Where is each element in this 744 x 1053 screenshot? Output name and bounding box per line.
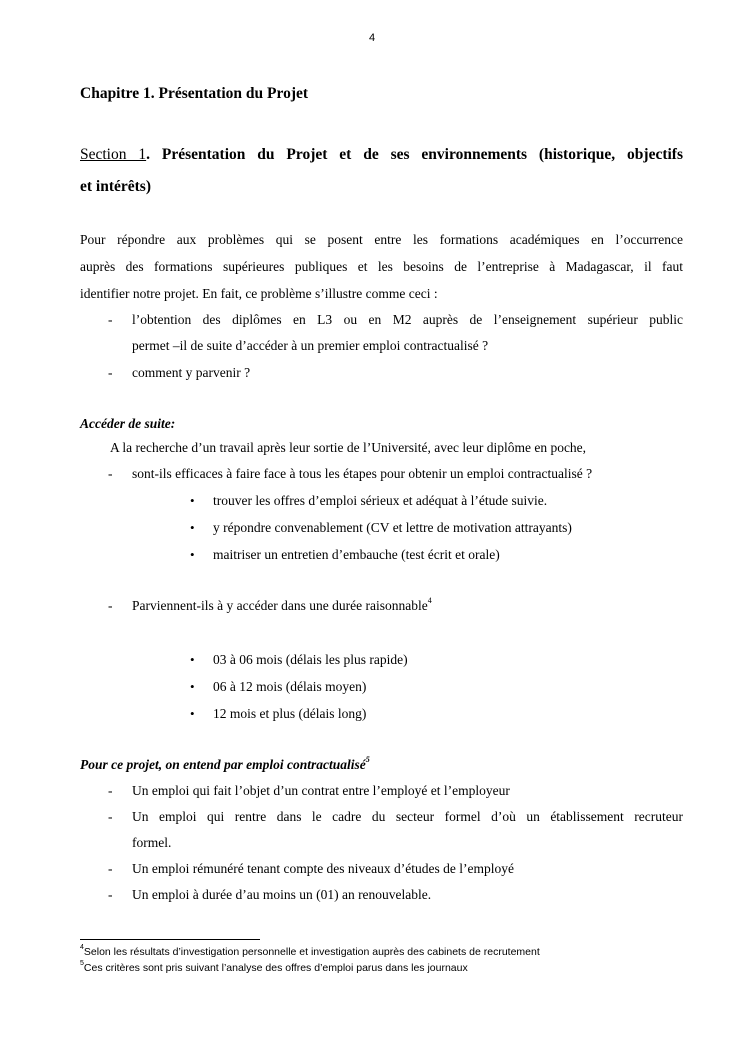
dash-marker: - — [108, 783, 113, 798]
projet-heading-text: Pour ce projet, on entend par emploi contractualisé — [80, 757, 366, 772]
intro-item-2: comment y parvenir ? — [132, 365, 251, 380]
page-number: 4 — [368, 32, 376, 44]
dash-marker: - — [108, 598, 113, 613]
footnote-4-number: 4 — [80, 943, 84, 951]
footnote-4 — [80, 943, 540, 958]
acceder-item-2-text: Parviennent-ils à y accéder dans une durée raisonnable — [132, 598, 428, 613]
bullet-marker: • — [190, 520, 195, 535]
bullet-marker: • — [190, 493, 195, 508]
footnote-5-text: Ces critères sont pris suivant l’analyse des offres d’emploi parus dans les journaux — [83, 962, 468, 974]
section-title-text: . Présentation du Projet et de ses environnements (historique, objectifs — [146, 146, 683, 163]
projet-item-1: Un emploi qui fait l’objet d’un contrat entre l’employé et l’employeur — [132, 783, 510, 798]
dash-marker: - — [108, 861, 113, 876]
acceder-intro-line: A la recherche d’un travail après leur sortie de l’Université, avec leur diplôme en poche, — [110, 440, 587, 455]
footnote-separator — [80, 939, 260, 940]
bullet-marker: • — [190, 547, 195, 562]
delay-bullet-1: 03 à 06 mois (délais les plus rapide) — [213, 652, 408, 667]
projet-heading — [80, 754, 370, 773]
section-title-line-2: et intérêts) — [80, 178, 151, 195]
footnote-ref-5: 5 — [365, 754, 370, 764]
chapter-title: Chapitre 1. Présentation du Projet — [80, 85, 309, 102]
footnote-5-number: 5 — [80, 959, 84, 967]
acceder-item-1: sont-ils efficaces à faire face à tous les étapes pour obtenir un emploi contractualisé ? — [132, 466, 593, 481]
intro-item-1-line-2: permet –il de suite d’accéder à un premier emploi contractualisé ? — [132, 338, 489, 353]
footnote-ref-4: 4 — [427, 595, 432, 605]
dash-marker: - — [108, 887, 113, 902]
projet-item-3: Un emploi rémunéré tenant compte des niveaux d’études de l’employé — [132, 861, 514, 876]
dash-marker: - — [108, 312, 113, 327]
projet-item-2-line-1: Un emploi qui rentre dans le cadre du secteur formel d’où un établissement recruteur — [132, 809, 683, 824]
dash-marker: - — [108, 809, 113, 824]
dash-marker: - — [108, 466, 113, 481]
bullet-marker: • — [190, 652, 195, 667]
bullet-marker: • — [190, 679, 195, 694]
section-label: Section 1 — [80, 146, 147, 163]
section-title-line-1 — [80, 146, 683, 164]
acceder-bullet-2: y répondre convenablement (CV et lettre de motivation attrayants) — [213, 520, 572, 535]
intro-paragraph-line-3: identifier notre projet. En fait, ce problème s’illustre comme ceci : — [80, 286, 438, 301]
projet-item-4: Un emploi à durée d’au moins un (01) an renouvelable. — [132, 887, 432, 902]
projet-item-2-line-2: formel. — [132, 835, 172, 850]
acceder-item-2 — [132, 595, 432, 614]
delay-bullet-2: 06 à 12 mois (délais moyen) — [213, 679, 367, 694]
intro-paragraph-line-1: Pour répondre aux problèmes qui se posent entre les formations académiques en l’occurrence — [80, 232, 683, 247]
footnote-5 — [80, 959, 468, 974]
dash-marker: - — [108, 365, 113, 380]
intro-paragraph-line-2: auprès des formations supérieures publiques et les besoins de l’entreprise à Madagascar, il faut — [80, 259, 683, 274]
acceder-bullet-1: trouver les offres d’emploi sérieux et adéquat à l’étude suivie. — [213, 493, 548, 508]
bullet-marker: • — [190, 706, 195, 721]
acceder-bullet-3: maitriser un entretien d’embauche (test écrit et orale) — [213, 547, 500, 562]
delay-bullet-3: 12 mois et plus (délais long) — [213, 706, 367, 721]
footnote-4-text: Selon les résultats d’investigation personnelle et investigation auprès des cabinets de recrutement — [83, 946, 540, 958]
intro-item-1-line-1: l’obtention des diplômes en L3 ou en M2 auprès de l’enseignement supérieur public — [132, 312, 683, 327]
acceder-heading: Accéder de suite: — [80, 416, 176, 431]
